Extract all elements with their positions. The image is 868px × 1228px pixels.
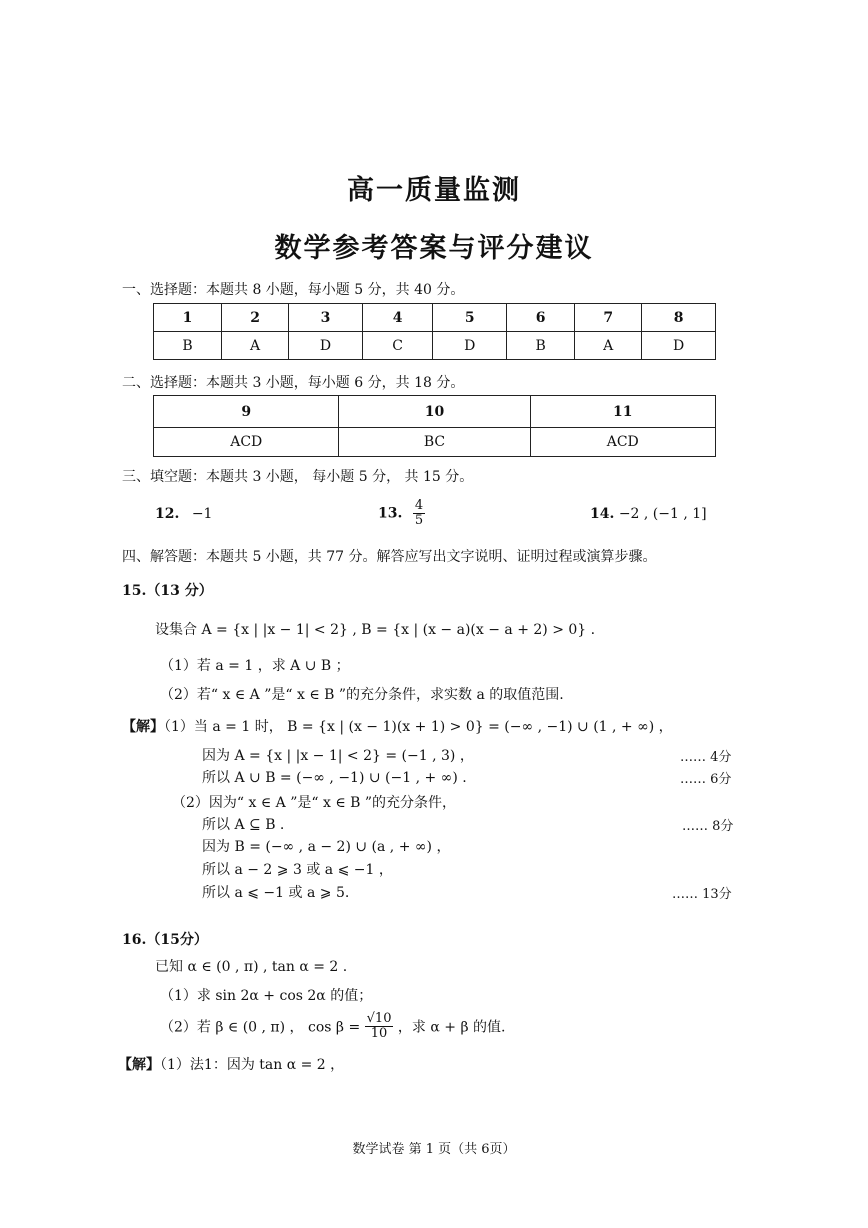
q16-part1: （1）求 sin 2α + cos 2α 的值； [160, 988, 373, 1004]
q16-stem: 已知 α ∈ (0 , π) , tan α = 2 . [155, 959, 348, 975]
document-subtitle: 数学参考答案与评分建议 [274, 233, 594, 264]
answer-cell: A [222, 332, 289, 360]
answer-cell: D [642, 332, 716, 360]
section2-heading: 二、选择题：本题共 3 小题，每小题 6 分，共 18 分。 [122, 375, 465, 391]
q16-fraction [365, 1012, 394, 1041]
q16-part2 [160, 1012, 505, 1041]
solution-text: （1）法1：因为 tan α = 2 ， [160, 1057, 345, 1073]
answer-cell: B [507, 332, 575, 360]
question-number: 2 [222, 304, 289, 332]
answer-cell: ACD [530, 428, 715, 457]
section1-answer-table [153, 303, 716, 360]
solution-tag: 【解】 [122, 719, 164, 735]
q13-denominator: 5 [414, 513, 424, 528]
section1-number-row [154, 304, 716, 332]
q13-numerator: 4 [414, 498, 424, 513]
q15-solution-line8: 所以 a ⩽ −1 或 a ⩾ 5. [202, 885, 350, 901]
section2-answer-row [154, 428, 716, 457]
q15-solution-line3: 所以 A ∪ B = (−∞ , −1) ∪ (−1 , + ∞) . [202, 770, 467, 786]
question-number: 1 [154, 304, 222, 332]
question-number: 11 [530, 396, 715, 428]
answer-cell: ACD [154, 428, 339, 457]
answer-cell: BC [339, 428, 530, 457]
section3-heading: 三、填空题：本题共 3 小题， 每小题 5 分， 共 15 分。 [122, 469, 474, 485]
answer-cell: C [362, 332, 433, 360]
q12-label: 12. [155, 506, 180, 522]
question-number: 8 [642, 304, 716, 332]
score-mark: …… 8分 [682, 819, 734, 834]
section1-heading: 一、选择题：本题共 8 小题，每小题 5 分，共 40 分。 [122, 282, 465, 298]
page-footer: 数学试卷 第 1 页（共 6页） [352, 1142, 516, 1157]
q15-solution-line1 [122, 716, 673, 736]
q15-solution-line7: 所以 a − 2 ⩾ 3 或 a ⩽ −1 ， [202, 862, 393, 878]
q15-solution-line2: 因为 A = {x | |x − 1| < 2} = (−1 , 3) ， [202, 748, 474, 764]
q14-answer [590, 506, 707, 522]
section2-answer-table [153, 395, 716, 457]
section1-answer-row [154, 332, 716, 360]
section4-heading: 四、解答题：本题共 5 小题，共 77 分。解答应写出文字说明、证明过程或演算步骤。 [122, 549, 657, 565]
q16-solution-line1 [118, 1054, 344, 1074]
q16-part2-tail: ，求 α + β 的值. [397, 1019, 506, 1036]
score-mark: …… 4分 [680, 750, 732, 765]
q12-answer [155, 506, 212, 522]
q16-denominator: 10 [370, 1026, 388, 1041]
question-number: 4 [362, 304, 433, 332]
question-number: 10 [339, 396, 530, 428]
q13-fraction [413, 499, 425, 528]
q15-solution-line6: 因为 B = (−∞ , a − 2) ∪ (a , + ∞) ， [202, 839, 451, 855]
answer-cell: D [289, 332, 363, 360]
q13-answer [378, 499, 425, 528]
answer-cell: B [154, 332, 222, 360]
q15-label: 15.（13 分） [122, 583, 213, 599]
q15-part2: （2）若“ x ∈ A ”是“ x ∈ B ”的充分条件，求实数 a 的取值范围. [160, 687, 564, 703]
question-number: 5 [433, 304, 507, 332]
answer-cell: D [433, 332, 507, 360]
section2-number-row [154, 396, 716, 428]
document-title: 高一质量监测 [347, 175, 521, 206]
q15-stem: 设集合 A = {x | |x − 1| < 2} , B = {x | (x − a)(x − a + 2) > 0} . [155, 622, 596, 638]
q16-part2-text: （2）若 β ∈ (0 , π) ， cos β = [160, 1019, 361, 1036]
question-number: 3 [289, 304, 363, 332]
q16-label: 16.（15分） [122, 932, 208, 948]
solution-tag: 【解】 [118, 1057, 160, 1073]
solution-text: （1）当 a = 1 时， B = {x | (x − 1)(x + 1) > 0} = (−∞ , −1) ∪ (1 , + ∞) ， [164, 719, 673, 735]
q15-part1: （1）若 a = 1 ，求 A ∪ B ； [160, 658, 350, 674]
question-number: 9 [154, 396, 339, 428]
q15-solution-line5: 所以 A ⊆ B . [202, 817, 285, 833]
score-mark: …… 13分 [672, 887, 732, 902]
q14-label: 14. [590, 506, 615, 522]
q14-value: −2 , (−1 , 1] [618, 506, 707, 522]
question-number: 7 [575, 304, 642, 332]
q16-numerator: √10 [366, 1011, 392, 1026]
q13-label: 13. [378, 505, 403, 522]
q15-solution-line4: （2）因为“ x ∈ A ”是“ x ∈ B ”的充分条件， [172, 795, 457, 811]
q12-value: −1 [191, 506, 213, 522]
question-number: 6 [507, 304, 575, 332]
answer-cell: A [575, 332, 642, 360]
score-mark: …… 6分 [680, 772, 732, 787]
